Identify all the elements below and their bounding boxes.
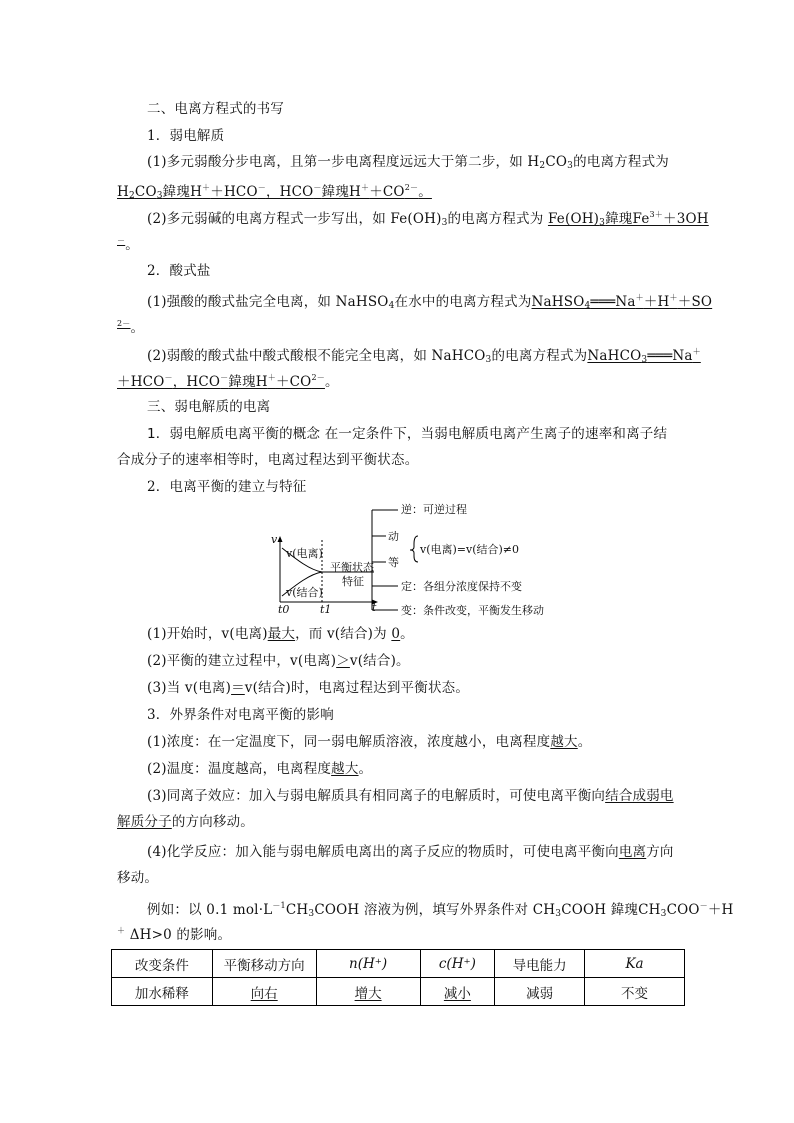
para-example-cont: ＋ ΔH>0 的影响。 [117, 926, 232, 943]
feature-change: 变：条件改变，平衡发生移动 [401, 604, 544, 617]
para-weak-acid-salt: (2)弱酸的酸式盐中酸式酸根不能完全电离，如 NaHCO$_3$的电离方程式为NaHCO$_3$═══Na＋ [147, 347, 701, 365]
subsection-weak-electrolyte: 1．弱电解质 [147, 128, 225, 144]
feature-equal-condition: v(电离)=v(结合)≠0 [420, 543, 520, 556]
table-header-cell: 改变条件 [112, 950, 213, 978]
para-strong-acid-salt: (1)强酸的酸式盐完全电离，如 NaHSO$_4$在水中的电离方程式为NaHSO$_4$═══Na＋＋H＋＋SO [147, 293, 713, 311]
diagram-t0-label: t0 [278, 603, 290, 616]
table-cell: 减弱 [495, 978, 585, 1006]
para-balance: (3)当 v(电离)＝v(结合)时，电离过程达到平衡状态。 [147, 680, 470, 696]
para-polybase-cont: －。 [117, 236, 139, 253]
subsection-equilibrium-features: 2．电离平衡的建立与特征 [147, 479, 307, 495]
para-process: (2)平衡的建立过程中，v(电离)＞v(结合)。 [147, 653, 410, 669]
para-strong-acid-salt-cont: $^{2-}$。 [117, 319, 145, 336]
para-equilibrium-concept: 1．弱电解质电离平衡的概念 在一定条件下，当弱电解质电离产生离子的速率和离子结 [147, 426, 668, 442]
para-common-ion: (3)同离子效应：加入与弱电解质具有相同离子的电解质时，可使电离平衡向结合成弱电 [147, 788, 674, 804]
diagram-curve-ionization-label: v(电离) [286, 547, 323, 560]
feature-equal: 等 [388, 556, 399, 569]
diagram-t1-label: t1 [320, 603, 332, 616]
table-header-cell: 导电能力 [495, 950, 585, 978]
feature-reversible: 逆：可逆过程 [401, 503, 467, 516]
table-header-cell: Ka [585, 950, 685, 978]
section-3-title: 三、弱电解质的电离 [147, 399, 271, 415]
section-2-title: 二、电离方程式的书写 [147, 101, 284, 117]
para-polybase: (2)多元弱碱的电离方程式一步写出，如 $Fe(OH)_3$的电离方程式为 $Fe(OH)_3$鍏瑰$Fe^{3+}+3OH$ [147, 210, 709, 228]
diagram-features-label: 特征 [342, 575, 364, 588]
table-cell: 不变 [585, 978, 685, 1006]
table-header-cell: 平衡移动方向 [212, 950, 316, 978]
brace-dong-deng [410, 536, 418, 562]
equation-nahco3: ＋HCO－，HCO－鍏瑰$H^++CO^{2-}$。 [117, 373, 339, 390]
diagram-balance-state: 平衡状态 [330, 561, 374, 574]
diagram-v-label: v [271, 533, 278, 546]
table-cell: 加水稀释 [112, 978, 213, 1006]
para-polyacid: (1)多元弱酸分步电离，且第一步电离程度远远大于第二步，如 $H_2CO_3$的电离方程式为 [147, 154, 669, 171]
para-chemical-reaction-cont: 移动。 [117, 870, 159, 886]
para-concentration: (1)浓度：在一定温度下，同一弱电解质溶液，浓度越小，电离程度越大。 [147, 734, 592, 750]
table-cell: 增大 [316, 978, 420, 1006]
subsection-external-factors: 3．外界条件对电离平衡的影响 [147, 707, 334, 723]
subsection-acid-salt: 2．酸式盐 [147, 263, 211, 279]
para-example: 例如：以 0.1 $mol\cdot L^{-1}CH_3COOH$ 溶液为例，填写外界条件对 $CH_3COOH$ 鍏瑰$CH_3COO^-+H$ [147, 901, 734, 919]
table-header-cell: n(H⁺) [316, 950, 420, 978]
table-cell: 向右 [212, 978, 316, 1006]
para-start: (1)开始时，v(电离)最大，而 v(结合)为 0。 [147, 626, 414, 642]
table-header-row [112, 950, 685, 978]
equation-h2co3: $H_2CO_3$鍏瑰H＋＋HCO－，HCO－鍏瑰$H^++CO^{2-}$。 [117, 183, 432, 201]
diagram-curve-recombination-label: v(结合) [286, 586, 323, 599]
equilibrium-table [111, 949, 685, 1006]
para-chemical-reaction: (4)化学反应：加入能与弱电解质电离出的离子反应的物质时，可使电离平衡向电离方向 [147, 844, 674, 860]
feature-constant: 定：各组分浓度保持不变 [401, 580, 522, 593]
para-temperature: (2)温度：温度越高，电离程度越大。 [147, 761, 373, 777]
para-common-ion-cont: 解质分子的方向移动。 [117, 814, 255, 830]
diagram-t-label: t [372, 601, 377, 614]
table-cell: 减小 [420, 978, 494, 1006]
y-axis-arrow [278, 536, 283, 542]
table-row [112, 978, 685, 1006]
para-equilibrium-concept-cont: 合成分子的速率相等时，电离过程达到平衡状态。 [117, 452, 419, 468]
table-header-cell: c(H⁺) [420, 950, 494, 978]
feature-dynamic: 动 [388, 530, 399, 543]
